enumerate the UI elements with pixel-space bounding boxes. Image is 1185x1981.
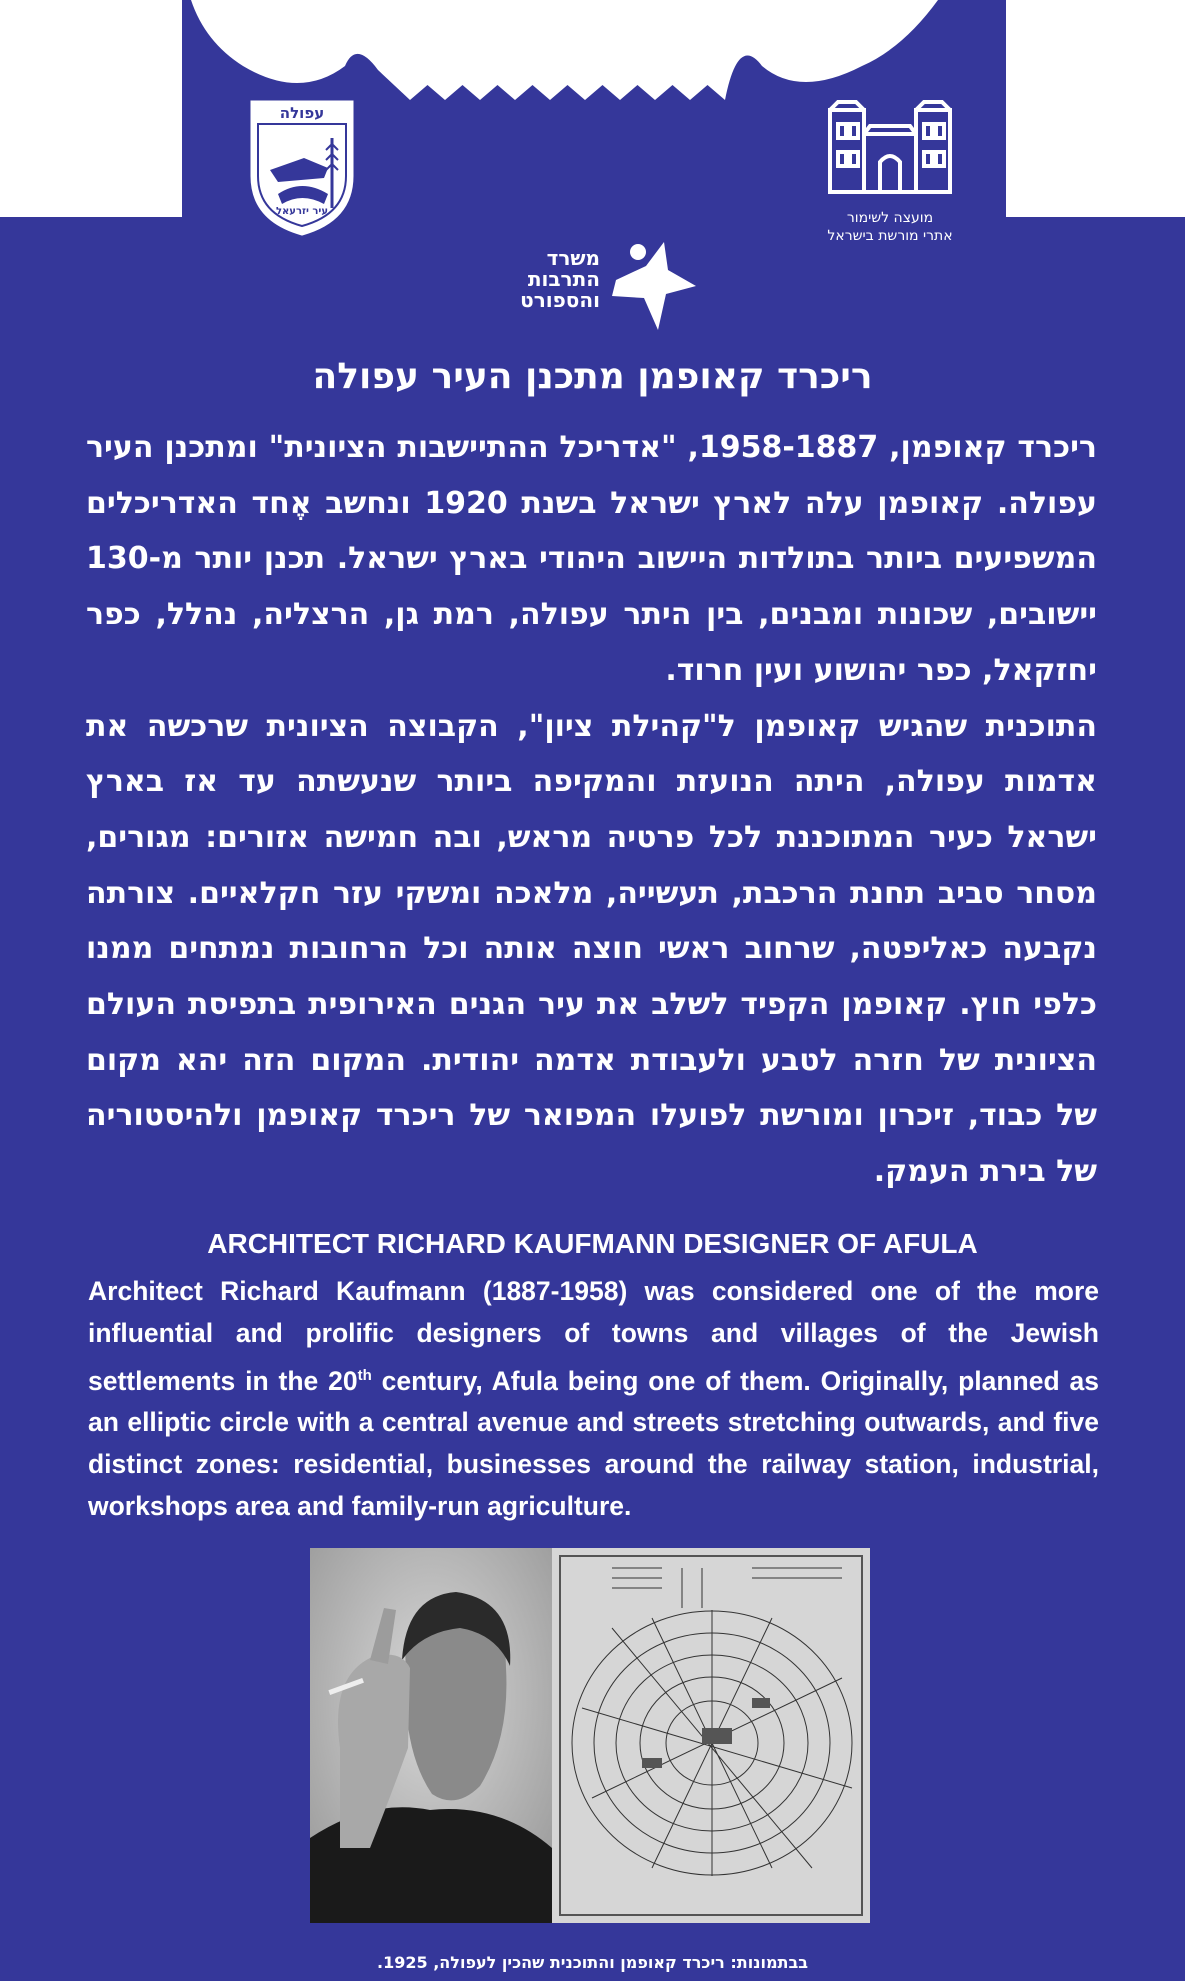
hebrew-paragraph-2: התוכנית שהגיש קאופמן ל"קהילת ציון", הקבוצה הציונית שרכשה את אדמות עפולה, היתה הנועזת והמקיפה ביותר שנעשתה עד אז בארץ ישראל כעיר המתוכננת לכל פרטיה מראש, ובה חמישה אזורים: מגורים, מסחר סביב תחנת הרכבת, תעשייה, מלאכה ומשקי עזר חקלאיים. צורתה נקבעה כאליפטה, שרחוב ראשי חוצה אותה וכל הרחובות נמתחים ממנו כלפי חוץ. קאופמן הקפיד לשלב את עיר הגנים האירופית בתפיסת העולם הציונית של חזרה לטבע ולעבודת אדמה יהודית. המקום הזה יהא מקום של כבוד, זיכרון ומורשת לפועלו המפואר של ריכרד קאופמן ולהיסטוריה של בירת העמק. [86,708,1097,1190]
ministry-line3: והספורט [520,288,600,312]
ministry-culture-sport-logo [488,240,698,340]
photo-panel [310,1548,870,1923]
english-body-part1: Architect Richard Kaufmann (1887-1958) was considered one of the more influential and prolific designers of towns and villages of the Jewish settlements in the 20 [88,1276,1099,1396]
council-name-line1: מועצה לשימור [846,210,934,226]
building-icon [810,100,970,196]
afula-emblem [248,98,356,238]
hebrew-title: ריכרד קאופמן מתכנן העיר עפולה [312,356,873,397]
ministry-line2: התרבות [527,267,600,291]
english-body-ordinal: th [357,1366,372,1384]
town-plan-drawing [552,1548,870,1923]
hebrew-paragraph-1: ריכרד קאופמן, 1958-1887, "אדריכל ההתיישבות הציונית" ומתכנן העיר עפולה. קאופמן עלה לארץ ישראל בשנת 1920 ונחשב אֶחד האדריכלים המשפיעים ביותר בתולדות היישוב היהודי בארץ ישראל. תכנן יותר מ-130 יישובים, שכונות ומבנים, בין היתר עפולה, רמת גן, הרצליה, נהלל, כפר יחזקאל, כפר יהושוע ועין חרוד. [86,430,1097,688]
emblem-top-text: עפולה [279,104,325,122]
emblem-bottom-text: עיר יזרעאל [275,206,329,217]
ministry-text [488,248,600,311]
english-body-part2: century, Afula being one of them. Originally, planned as an elliptic circle with a central avenue and streets stretching outwards, and five distinct zones: residential, businesses around the railway station, industrial, workshops area and family-run agriculture. [88,1365,1099,1521]
star-figure-icon [606,240,698,336]
heritage-council-logo [810,100,970,250]
english-title: ARCHITECT RICHARD KAUFMANN DESIGNER OF AFULA [207,1228,978,1259]
crenellation-notches [378,0,725,100]
council-name-line2: אתרי מורשת בישראל [827,228,953,244]
portrait-photo [310,1548,552,1923]
english-body [88,1271,1099,1528]
hebrew-body [86,420,1097,1200]
ministry-line1: משרד [546,246,600,270]
photo-caption: בבתמונות: ריכרד קאופמן והתוכנית שהכין לעפולה, 1925. [377,1953,808,1972]
